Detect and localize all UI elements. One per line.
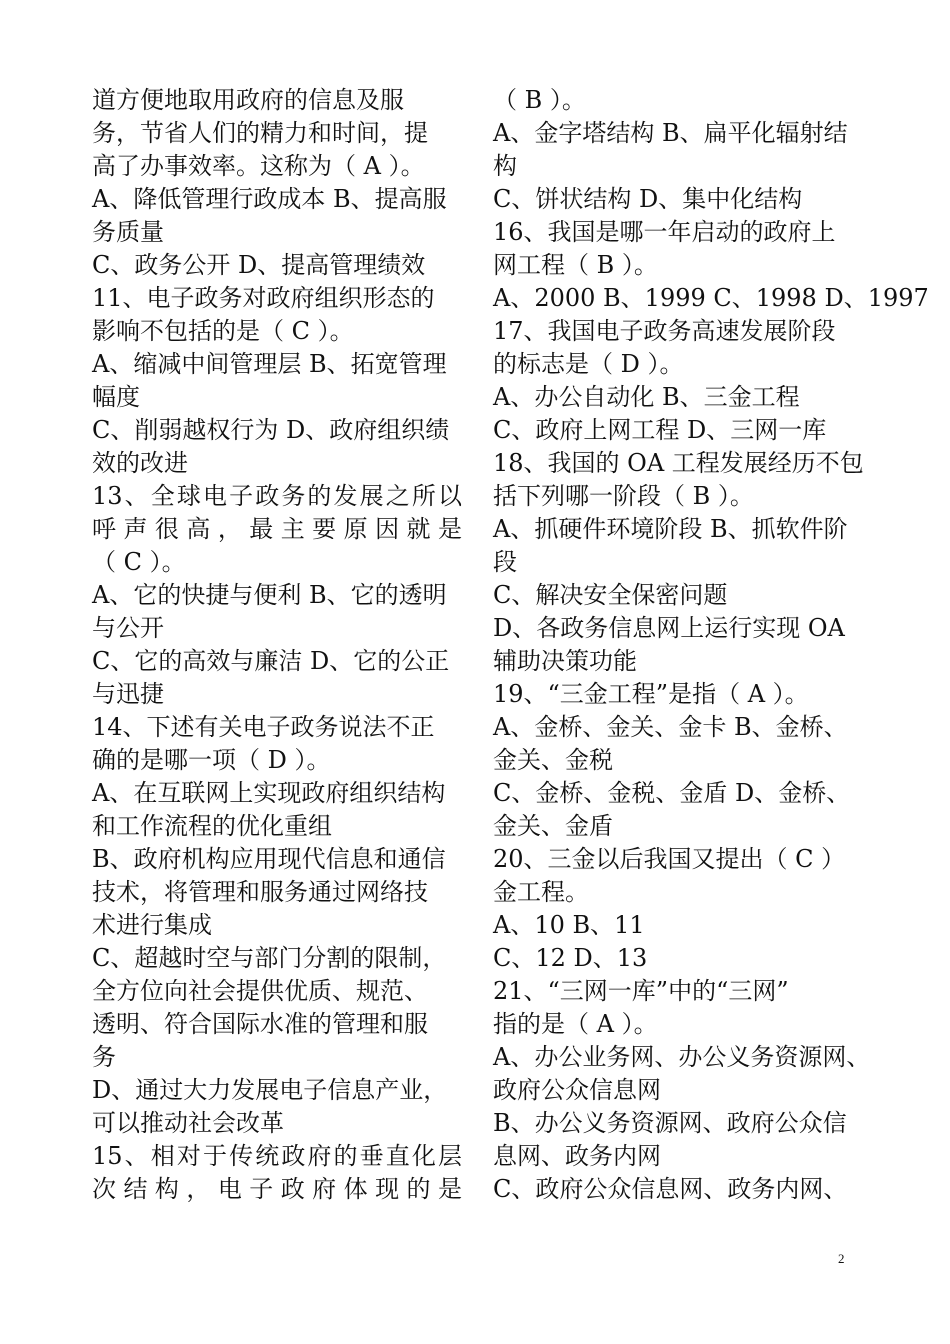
text-line: 金工程。 [493, 878, 589, 906]
text-line: 影响不包括的是（ C ）。 [92, 317, 354, 345]
text-line: A、办公自动化 B、三金工程 [493, 383, 800, 411]
text-line: C、金桥、金税、金盾 D、金桥、 [493, 779, 851, 807]
text-line: 16、我国是哪一年启动的政府上 [493, 218, 836, 246]
text-line: C、解决安全保密问题 [493, 581, 728, 609]
text-line: 18、我国的 OA 工程发展经历不包 [493, 449, 864, 477]
text-line: 段 [493, 548, 517, 576]
text-line: 14、下述有关电子政务说法不正 [92, 713, 435, 741]
left-text-column [92, 84, 462, 1206]
text-line: A、办公业务网、办公义务资源网、 [493, 1043, 871, 1071]
text-line: C、12 D、13 [493, 944, 648, 972]
text-line: A、金桥、金关、金卡 B、金桥、 [493, 713, 848, 741]
text-line: A、它的快捷与便利 B、它的透明 [92, 581, 447, 609]
text-line: C、政府公众信息网、政务内网、 [493, 1175, 848, 1203]
text-line: 构 [493, 152, 517, 180]
text-line: C、它的高效与廉洁 D、它的公正 [92, 647, 450, 675]
text-line: 政府公众信息网 [493, 1076, 661, 1104]
text-line: 和工作流程的优化重组 [92, 812, 332, 840]
text-line: A、抓硬件环境阶段 B、抓软件阶 [493, 515, 848, 543]
page-number: 2 [838, 1251, 845, 1266]
text-line: 技术，将管理和服务通过网络技 [92, 878, 428, 906]
text-line: 的标志是（ D ）。 [493, 350, 684, 378]
text-line: 21、“三网一库”中的“三网” [493, 977, 789, 1005]
right-text-column [493, 84, 929, 1206]
text-line: 金关、金税 [493, 746, 613, 774]
text-line: 指的是（ A ）。 [493, 1010, 658, 1038]
text-line: 务 [92, 1043, 116, 1071]
text-line: （ C ）。 [92, 548, 186, 576]
text-line: 13、全球电子政务的发展之所以 [92, 482, 462, 510]
text-line: C、政务公开 D、提高管理绩效 [92, 251, 426, 279]
text-line: 20、三金以后我国又提出（ C ） [493, 845, 846, 873]
text-line: 息网、政务内网 [493, 1142, 661, 1170]
text-line: 11、电子政务对政府组织形态的 [92, 284, 435, 312]
text-line: C、饼状结构 D、集中化结构 [493, 185, 803, 213]
text-line: 与公开 [92, 614, 164, 642]
text-line: C、超越时空与部门分割的限制， [92, 944, 447, 972]
text-line: 17、我国电子政务高速发展阶段 [493, 317, 836, 345]
text-line: 道方便地取用政府的信息及服 [92, 86, 404, 114]
text-line: 呼声很高，最主要原因就是 [92, 515, 462, 543]
text-line: 幅度 [92, 383, 140, 411]
text-line: 务质量 [92, 218, 164, 246]
text-line: D、通过大力发展电子信息产业， [92, 1076, 448, 1104]
text-line: A、金字塔结构 B、扁平化辐射结 [493, 119, 848, 147]
text-line: 金关、金盾 [493, 812, 613, 840]
text-line: 网工程（ B ）。 [493, 251, 658, 279]
text-line: A、降低管理行政成本 B、提高服 [92, 185, 447, 213]
text-line: 效的改进 [92, 449, 188, 477]
text-line: 辅助决策功能 [493, 647, 637, 675]
text-line: B、政府机构应用现代信息和通信 [92, 845, 446, 873]
text-line: C、政府上网工程 D、三网一库 [493, 416, 827, 444]
text-line: 术进行集成 [92, 911, 212, 939]
text-line: 确的是哪一项（ D ）。 [92, 746, 331, 774]
text-line: A、10 B、11 [493, 911, 645, 939]
text-line: D、各政务信息网上运行实现 OA [493, 614, 845, 642]
text-line: B、办公义务资源网、政府公众信 [493, 1109, 847, 1137]
text-line: 高了办事效率。这称为（ A ）。 [92, 152, 425, 180]
text-line: A、缩减中间管理层 B、拓宽管理 [92, 350, 447, 378]
text-line: 透明、符合国际水准的管理和服 [92, 1010, 428, 1038]
text-line: 务，节省人们的精力和时间，提 [92, 119, 428, 147]
text-line: 与迅捷 [92, 680, 164, 708]
text-line: 全方位向社会提供优质、规范、 [92, 977, 428, 1005]
text-line: 15、相对于传统政府的垂直化层 [92, 1142, 462, 1170]
text-line: 括下列哪一阶段（ B ）。 [493, 482, 754, 510]
text-line: 次结构，电子政府体现的是 [92, 1175, 462, 1203]
text-line: 19、“三金工程”是指（ A ）。 [493, 680, 809, 708]
text-line: C、削弱越权行为 D、政府组织绩 [92, 416, 450, 444]
text-line: 可以推动社会改革 [92, 1109, 284, 1137]
text-line: （ B ）。 [493, 86, 586, 114]
text-line: A、在互联网上实现政府组织结构 [92, 779, 446, 807]
text-line: A、2000 B、1999 C、1998 D、1997 [493, 284, 929, 312]
